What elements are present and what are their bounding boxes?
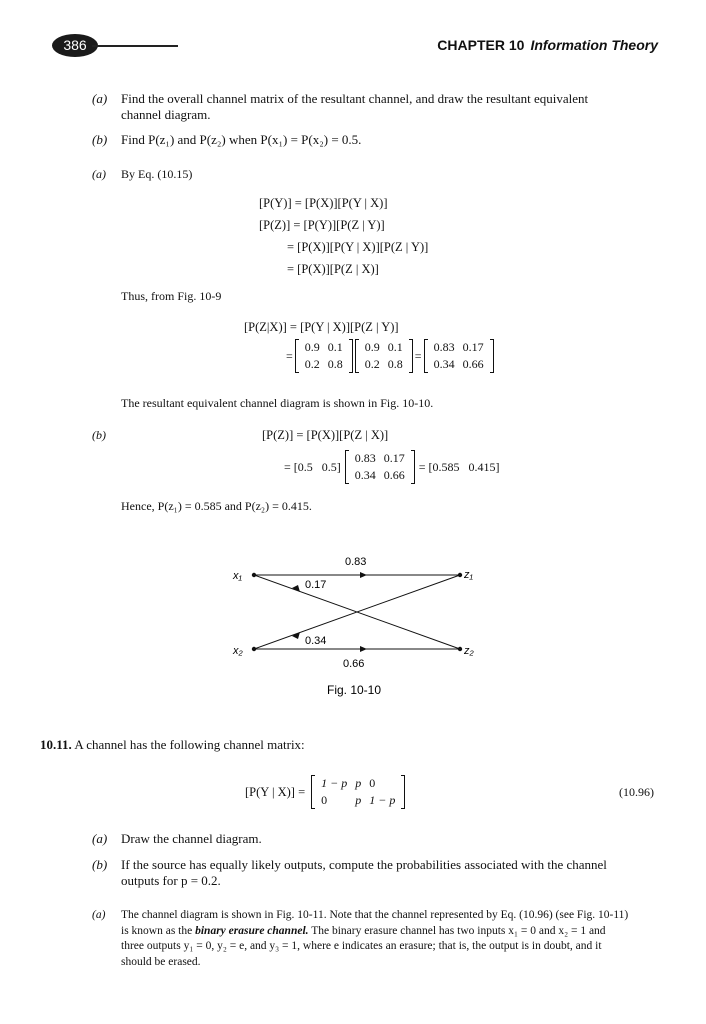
- result-vector: = [0.585 0.415]: [418, 459, 500, 474]
- arrowhead-cross-up: [292, 632, 300, 639]
- conclusion-text: The resultant equivalent channel diagram is shown in Fig. 10-10.: [121, 396, 434, 410]
- problem-1011-a-text: Draw the channel diagram.: [121, 831, 262, 846]
- label-p-cross-down: 0.17: [305, 579, 327, 591]
- chapter-heading: [437, 37, 658, 53]
- solution-1011-line1: The channel diagram is shown in Fig. 10-11. Note that the channel represented by Eq. (10.96) (see Fig. 10-11): [121, 909, 629, 921]
- equals-sign: =: [286, 348, 293, 363]
- chapter-number: CHAPTER 10: [437, 37, 525, 53]
- row-vector: = [0.5 0.5]: [284, 459, 341, 474]
- problem-a-text: [121, 91, 661, 123]
- arrowhead-bottom: [360, 646, 367, 652]
- problem-1011-b-line2: outputs for p = 0.2.: [121, 873, 221, 888]
- channel-diagram-fig-10-10: [220, 548, 500, 708]
- solution-b-label: (b): [92, 428, 106, 442]
- problem-1011-b-line1: If the source has equally likely outputs, compute the probabilities associated with the channel: [121, 857, 607, 872]
- solution-a-intro: By Eq. (10.15): [121, 167, 193, 181]
- matrix-py-x: 0.9 0.1 0.2 0.8: [295, 339, 353, 373]
- problem-1011-b-text: [121, 857, 607, 889]
- label-x2: x₂: [233, 645, 243, 657]
- node-z2: [458, 647, 462, 651]
- label-x1: x₁: [233, 570, 242, 582]
- problem-b-text: Find P(z₁) and P(z₂) when P(x₁) = P(x₂) = 0.5.: [121, 132, 362, 147]
- node-x1: [252, 573, 256, 577]
- solution-1011-a-label: (a): [92, 909, 106, 921]
- header-rule: [92, 45, 178, 47]
- equation-pz: [P(Z)] = [P(Y)][P(Z | Y)]: [259, 218, 385, 232]
- thus-text: Thus, from Fig. 10-9: [121, 289, 222, 303]
- solution-1011-a-text: [121, 908, 681, 970]
- matrix-product: [286, 339, 494, 373]
- problem-a-line2: channel diagram.: [121, 107, 211, 122]
- hence-text: Hence, P(z₁) = 0.585 and P(z₂) = 0.415.: [121, 499, 312, 513]
- equation-number-1096: (10.96): [619, 785, 654, 799]
- solution-1011-line3: three outputs y₁ = 0, y₂ = e, and y₃ = 1, where e indicates an erasure; that is, the output is in doubt, and it: [121, 940, 602, 952]
- equals-sign-2: =: [414, 348, 422, 363]
- figure-caption: Fig. 10-10: [327, 683, 382, 697]
- equation-pz-b: [P(Z)] = [P(X)][P(Z | X)]: [262, 428, 389, 442]
- label-z2: z₂: [464, 645, 474, 657]
- solution-a-label: (a): [92, 167, 106, 181]
- solution-b-product: [284, 450, 500, 484]
- matrix-pz-x-result: 0.83 0.17 0.34 0.66: [424, 339, 494, 373]
- page-number-badge: 386: [52, 34, 98, 57]
- equation-pzx: [P(Z|X)] = [P(Y | X)][P(Z | Y)]: [244, 320, 399, 334]
- problem-b-label: (b): [92, 132, 108, 147]
- binary-erasure-term: binary erasure channel.: [195, 924, 309, 937]
- node-x2: [252, 647, 256, 651]
- problem-1011-number: 10.11.: [40, 737, 72, 752]
- equation-py: [P(Y)] = [P(X)][P(Y | X)]: [259, 196, 388, 210]
- channel-matrix: 1 − p p 0 0 p 1 − p: [311, 775, 405, 809]
- solution-1011-line4: should be erased.: [121, 955, 201, 968]
- solution-1011-line2: is known as the binary erasure channel. The binary erasure channel has two inputs x₁ = 0 and x₂ = 1 and: [121, 924, 606, 937]
- problem-1011-a-label: (a): [92, 831, 108, 846]
- node-z1: [458, 573, 462, 577]
- problem-a-label: (a): [92, 91, 108, 106]
- channel-matrix-lhs: [P(Y | X)] =: [245, 784, 306, 799]
- label-z1: z₁: [464, 569, 473, 581]
- matrix-pz-y: 0.9 0.1 0.2 0.8: [355, 339, 413, 373]
- label-p-top: 0.83: [345, 556, 367, 568]
- arrowhead-cross-down: [292, 585, 300, 592]
- label-p-bottom: 0.66: [343, 658, 365, 670]
- problem-1011: [40, 737, 305, 753]
- chapter-title: Information Theory: [530, 37, 658, 53]
- equation-pz-expanded: = [P(X)][P(Y | X)][P(Z | Y)]: [287, 240, 429, 254]
- arrowhead-top: [360, 572, 367, 578]
- problem-1011-b-label: (b): [92, 857, 108, 872]
- problem-a-line1: Find the overall channel matrix of the resultant channel, and draw the resultant equivalent: [121, 91, 589, 106]
- equation-pz-combined: = [P(X)][P(Z | X)]: [287, 262, 379, 276]
- channel-matrix-equation: [245, 775, 405, 809]
- problem-1011-text: A channel has the following channel matrix:: [74, 737, 305, 752]
- matrix-pz-x-b: 0.83 0.17 0.34 0.66: [345, 450, 415, 484]
- label-p-cross-up: 0.34: [305, 635, 327, 647]
